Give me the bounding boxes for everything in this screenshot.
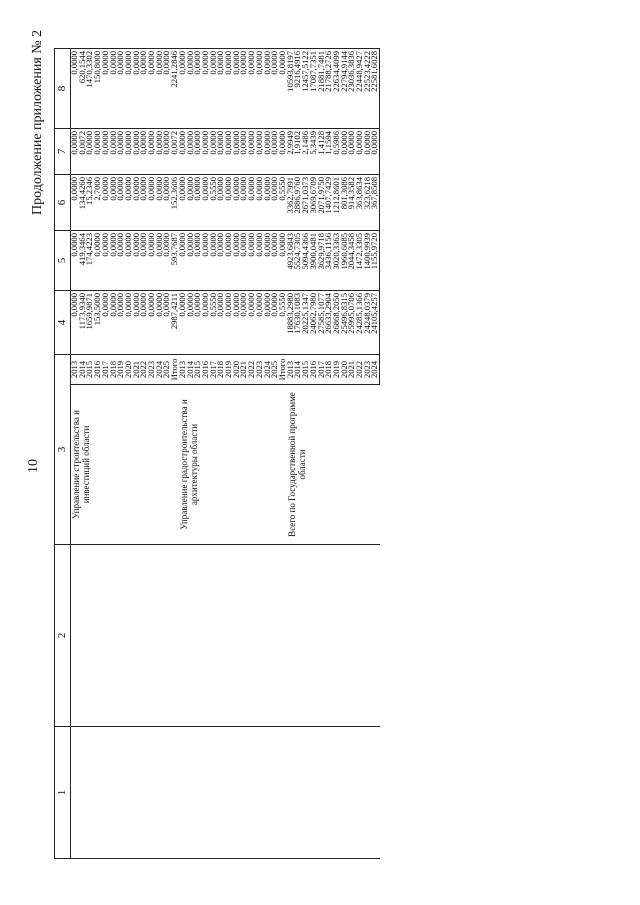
amount-cell: 323,6218: [364, 175, 372, 231]
amount-cell: 0,0000: [148, 175, 156, 231]
amount-cell: 2071,9750: [318, 175, 326, 231]
amount-cell: 5524,7305: [294, 231, 302, 291]
responsible-executor: Управление градостроительства и архитектуры области: [179, 385, 287, 545]
amount-cell: 0,0000: [187, 291, 195, 355]
year-cell: 2018: [217, 355, 225, 385]
amount-cell: 0,0000: [248, 129, 256, 175]
amount-cell: 0,0000: [217, 129, 225, 175]
amount-cell: 0,0000: [256, 231, 264, 291]
amount-cell: 0,0000: [264, 231, 272, 291]
amount-cell: 24285,1366: [356, 291, 364, 355]
amount-cell: 1212,8601: [333, 175, 341, 231]
amount-cell: 0,0000: [225, 129, 233, 175]
year-cell: 2019: [225, 355, 233, 385]
amount-cell: 0,0000: [341, 129, 349, 175]
amount-cell: 5094,4366: [302, 231, 310, 291]
amount-cell: 0,0000: [348, 129, 356, 175]
block-col-2: [71, 545, 179, 727]
amount-cell: 0,0000: [271, 231, 279, 291]
block-col-2: [179, 545, 287, 727]
amount-cell: 26868,2050: [333, 291, 341, 355]
amount-cell: 0,0000: [271, 49, 279, 129]
table-row: [287, 49, 295, 859]
amount-cell: 0,0072: [79, 129, 87, 175]
amount-cell: 0,0000: [86, 129, 94, 175]
amount-cell: 0,0000: [240, 231, 248, 291]
amount-cell: 15,2346: [86, 175, 94, 231]
year-cell: Итого: [279, 355, 287, 385]
year-cell: 2018: [110, 355, 118, 385]
year-cell: 2023: [256, 355, 264, 385]
amount-cell: 0,0000: [140, 175, 148, 231]
amount-cell: 1472,3305: [356, 231, 364, 291]
amount-cell: 0,0000: [71, 49, 79, 129]
amount-cell: 0,0000: [133, 231, 141, 291]
amount-cell: 0,0000: [125, 231, 133, 291]
amount-cell: 0,5550: [279, 175, 287, 231]
amount-cell: 0,0000: [110, 129, 118, 175]
amount-cell: 0,0000: [156, 175, 164, 231]
amount-cell: 152,3606: [171, 175, 179, 231]
amount-cell: 22634,4099: [333, 49, 341, 129]
amount-cell: 419,3464: [79, 231, 87, 291]
amount-cell: 0,0000: [133, 49, 141, 129]
amount-cell: 0,0000: [71, 291, 79, 355]
amount-cell: 0,0000: [210, 49, 218, 129]
amount-cell: 0,0000: [271, 129, 279, 175]
col-header-3: 3: [55, 355, 71, 545]
amount-cell: 0,0000: [256, 129, 264, 175]
amount-cell: 0,0000: [187, 129, 195, 175]
amount-cell: 0,0000: [194, 175, 202, 231]
amount-cell: 26633,2904: [325, 291, 333, 355]
responsible-executor: Управление строительства и инвестиций области: [71, 385, 179, 545]
amount-cell: 3020,3363: [333, 231, 341, 291]
amount-cell: 23036,3836: [348, 49, 356, 129]
amount-cell: 1155,9720: [371, 231, 379, 291]
amount-cell: 0,0000: [256, 175, 264, 231]
col-header-4: 4: [55, 291, 71, 355]
amount-cell: 0,0000: [102, 175, 110, 231]
year-cell: 2023: [364, 355, 372, 385]
amount-cell: 0,0000: [264, 291, 272, 355]
amount-cell: 0,0000: [110, 291, 118, 355]
table-body: [71, 49, 380, 859]
amount-cell: 2671,0373: [302, 175, 310, 231]
amount-cell: 0,0000: [240, 129, 248, 175]
amount-cell: 20225,1347: [302, 291, 310, 355]
amount-cell: 0,0000: [133, 129, 141, 175]
appendix-title: Продолжение приложения № 2: [30, 29, 45, 215]
amount-cell: 0,0000: [225, 291, 233, 355]
year-cell: 2019: [117, 355, 125, 385]
amount-cell: 24062,7980: [310, 291, 318, 355]
amount-cell: 0,0000: [248, 49, 256, 129]
amount-cell: 0,0000: [217, 291, 225, 355]
amount-cell: 801,3086: [341, 175, 349, 231]
amount-cell: 0,0000: [202, 231, 210, 291]
amount-cell: 2044,3458: [348, 231, 356, 291]
amount-cell: 0,0000: [240, 291, 248, 355]
amount-cell: 0,0000: [256, 291, 264, 355]
year-cell: 2014: [294, 355, 302, 385]
amount-cell: 0,0000: [125, 291, 133, 355]
year-cell: 2013: [71, 355, 79, 385]
amount-cell: 0,0000: [163, 129, 171, 175]
amount-cell: 10593,8197: [287, 49, 295, 129]
amount-cell: 0,0000: [71, 129, 79, 175]
year-cell: 2021: [240, 355, 248, 385]
amount-cell: 0,0000: [156, 49, 164, 129]
amount-cell: 1173,9340: [79, 291, 87, 355]
amount-cell: 0,0000: [163, 49, 171, 129]
amount-cell: 0,0000: [110, 175, 118, 231]
amount-cell: 22448,9427: [356, 49, 364, 129]
year-cell: 2025: [163, 355, 171, 385]
year-cell: 2024: [156, 355, 164, 385]
amount-cell: 0,0000: [117, 129, 125, 175]
amount-cell: 0,0000: [233, 231, 241, 291]
amount-cell: 0,0000: [148, 291, 156, 355]
amount-cell: 0,0000: [279, 129, 287, 175]
year-cell: Итого: [171, 355, 179, 385]
amount-cell: 0,0000: [133, 291, 141, 355]
amount-cell: 0,5986: [333, 129, 341, 175]
amount-cell: 0,0000: [233, 129, 241, 175]
amount-cell: 0,0000: [217, 175, 225, 231]
amount-cell: 0,0000: [133, 175, 141, 231]
year-cell: 2018: [325, 355, 333, 385]
amount-cell: 0,0000: [264, 129, 272, 175]
year-cell: 2015: [194, 355, 202, 385]
amount-cell: 1,4128: [318, 129, 326, 175]
col-header-6: 6: [55, 175, 71, 231]
amount-cell: 0,0000: [194, 129, 202, 175]
amount-cell: 22581,6028: [371, 49, 379, 129]
block-col-1: [71, 727, 179, 859]
amount-cell: 134,4260: [79, 175, 87, 231]
amount-cell: 0,5550: [210, 291, 218, 355]
amount-cell: 0,0000: [102, 231, 110, 291]
amount-cell: 0,0000: [148, 129, 156, 175]
amount-cell: 0,0000: [125, 49, 133, 129]
amount-cell: 367,8508: [371, 175, 379, 231]
amount-cell: 2241,2846: [171, 49, 179, 129]
col-header-2: 2: [55, 545, 71, 727]
amount-cell: 0,0000: [271, 291, 279, 355]
year-cell: 2017: [210, 355, 218, 385]
amount-cell: 0,0000: [248, 231, 256, 291]
amount-cell: 0,0000: [148, 49, 156, 129]
amount-cell: 0,0000: [210, 231, 218, 291]
year-cell: 2016: [94, 355, 102, 385]
amount-cell: 0,0000: [194, 231, 202, 291]
year-cell: 2013: [287, 355, 295, 385]
year-cell: 2021: [133, 355, 141, 385]
amount-cell: 0,0000: [240, 175, 248, 231]
amount-cell: 0,0000: [102, 129, 110, 175]
amount-cell: 0,0000: [179, 129, 187, 175]
block-col-2: [287, 545, 380, 727]
amount-cell: 0,0000: [110, 231, 118, 291]
amount-cell: 0,0000: [225, 175, 233, 231]
amount-cell: 0,0000: [248, 175, 256, 231]
amount-cell: 1400,9939: [364, 231, 372, 291]
amount-cell: 0,0000: [117, 175, 125, 231]
amount-cell: 0,0000: [156, 129, 164, 175]
amount-cell: 0,0000: [148, 231, 156, 291]
amount-cell: 0,5550: [279, 291, 287, 355]
amount-cell: 25496,8315: [341, 291, 349, 355]
amount-cell: 0,0072: [171, 129, 179, 175]
amount-cell: 1659,9871: [86, 291, 94, 355]
amount-cell: 914,3582: [348, 175, 356, 231]
amount-cell: 0,0000: [117, 231, 125, 291]
year-cell: 2014: [79, 355, 87, 385]
year-cell: 2015: [302, 355, 310, 385]
amount-cell: 0,0000: [233, 291, 241, 355]
amount-cell: 0,0000: [356, 129, 364, 175]
year-cell: 2024: [371, 355, 379, 385]
amount-cell: 0,0000: [233, 49, 241, 129]
year-cell: 2017: [318, 355, 326, 385]
amount-cell: 2,1486: [302, 129, 310, 175]
year-cell: 2022: [356, 355, 364, 385]
amount-cell: 0,0000: [140, 129, 148, 175]
amount-cell: 0,0000: [179, 175, 187, 231]
amount-cell: 17087,7351: [310, 49, 318, 129]
budget-table: [54, 48, 380, 859]
amount-cell: 3362,7991: [287, 175, 295, 231]
amount-cell: 1,1594: [325, 129, 333, 175]
amount-cell: 0,0000: [256, 49, 264, 129]
year-cell: 2020: [125, 355, 133, 385]
col-header-7: 7: [55, 129, 71, 175]
amount-cell: 0,0000: [202, 49, 210, 129]
amount-cell: 3069,6709: [310, 175, 318, 231]
year-cell: 2014: [187, 355, 195, 385]
amount-cell: 24105,4257: [371, 291, 379, 355]
amount-cell: 1,9102: [294, 129, 302, 175]
amount-cell: 0,0000: [187, 231, 195, 291]
amount-cell: 12457,5122: [302, 49, 310, 129]
amount-cell: 0,0000: [217, 49, 225, 129]
col-header-5: 5: [55, 231, 71, 291]
year-cell: 2022: [140, 355, 148, 385]
amount-cell: 3436,1156: [325, 231, 333, 291]
amount-cell: 4923,6843: [287, 231, 295, 291]
amount-cell: 0,0000: [225, 49, 233, 129]
amount-cell: 0,5550: [210, 175, 218, 231]
table-row: [71, 49, 79, 859]
amount-cell: 2886,9760: [294, 175, 302, 231]
amount-cell: 0,0000: [163, 291, 171, 355]
amount-cell: 0,0000: [187, 49, 195, 129]
amount-cell: 593,7687: [171, 231, 179, 291]
year-cell: 2020: [341, 355, 349, 385]
amount-cell: 0,0000: [264, 175, 272, 231]
year-cell: 2017: [102, 355, 110, 385]
amount-cell: 0,0000: [102, 291, 110, 355]
amount-cell: 153,5000: [94, 291, 102, 355]
col-header-1: 1: [55, 727, 71, 859]
amount-cell: 0,0000: [225, 231, 233, 291]
amount-cell: 1960,6085: [341, 231, 349, 291]
year-cell: 2016: [310, 355, 318, 385]
amount-cell: 0,0000: [117, 49, 125, 129]
year-cell: 2023: [148, 355, 156, 385]
page-number: 10: [26, 459, 41, 473]
amount-cell: 0,0000: [71, 231, 79, 291]
amount-cell: 0,0000: [364, 129, 372, 175]
amount-cell: 0,0000: [94, 231, 102, 291]
amount-cell: 2,7000: [94, 175, 102, 231]
amount-cell: 0,0000: [110, 49, 118, 129]
amount-cell: 0,0000: [140, 231, 148, 291]
year-cell: 2019: [333, 355, 341, 385]
amount-cell: 0,0000: [279, 231, 287, 291]
amount-cell: 0,0000: [94, 129, 102, 175]
year-cell: 2013: [179, 355, 187, 385]
year-cell: 2020: [233, 355, 241, 385]
amount-cell: 363,8634: [356, 175, 364, 231]
amount-cell: 620,1544: [79, 49, 87, 129]
amount-cell: 0,0000: [117, 291, 125, 355]
amount-cell: 0,0000: [371, 129, 379, 175]
amount-cell: 0,0000: [163, 175, 171, 231]
amount-cell: 0,0000: [179, 291, 187, 355]
amount-cell: 0,0000: [248, 291, 256, 355]
amount-cell: 25995,0706: [348, 291, 356, 355]
year-cell: 2015: [86, 355, 94, 385]
amount-cell: 0,0000: [125, 129, 133, 175]
amount-cell: 0,0000: [140, 291, 148, 355]
amount-cell: 0,0000: [179, 49, 187, 129]
amount-cell: 0,0000: [194, 49, 202, 129]
amount-cell: 0,0000: [233, 175, 241, 231]
amount-cell: 0,0000: [240, 49, 248, 129]
amount-cell: 174,4223: [86, 231, 94, 291]
amount-cell: 150,8000: [94, 49, 102, 129]
amount-cell: 0,0000: [202, 129, 210, 175]
amount-cell: 22523,4222: [364, 49, 372, 129]
col-header-8: 8: [55, 49, 71, 129]
amount-cell: 0,0000: [210, 129, 218, 175]
block-col-1: [179, 727, 287, 859]
year-cell: 2016: [202, 355, 210, 385]
amount-cell: 1407,7429: [325, 175, 333, 231]
amount-cell: 5,3439: [310, 129, 318, 175]
amount-cell: 0,0000: [156, 291, 164, 355]
amount-cell: 0,0000: [71, 175, 79, 231]
amount-cell: 0,0000: [102, 49, 110, 129]
amount-cell: 0,0000: [194, 291, 202, 355]
amount-cell: 0,0000: [156, 231, 164, 291]
amount-cell: 3900,0481: [310, 231, 318, 291]
amount-cell: 21788,2726: [325, 49, 333, 129]
amount-cell: 2987,4211: [171, 291, 179, 355]
table-row: [179, 49, 187, 859]
block-col-1: [287, 727, 380, 859]
amount-cell: 0,0000: [125, 175, 133, 231]
amount-cell: 0,0000: [217, 231, 225, 291]
year-cell: 2022: [248, 355, 256, 385]
year-cell: 2024: [264, 355, 272, 385]
amount-cell: 9216,4916: [294, 49, 302, 129]
amount-cell: 18883,2980: [287, 291, 295, 355]
amount-cell: 0,0000: [187, 175, 195, 231]
amount-cell: 2,9949: [287, 129, 295, 175]
column-number-row: [55, 49, 71, 859]
amount-cell: 3629,9718: [318, 231, 326, 291]
amount-cell: 0,0000: [179, 231, 187, 291]
amount-cell: 0,0000: [202, 291, 210, 355]
amount-cell: 27585,1077: [318, 291, 326, 355]
amount-cell: 0,0000: [140, 49, 148, 129]
amount-cell: 17630,1083: [294, 291, 302, 355]
amount-cell: 0,0000: [163, 231, 171, 291]
amount-cell: 21881,7481: [318, 49, 326, 129]
year-cell: 2021: [348, 355, 356, 385]
amount-cell: 0,0000: [271, 175, 279, 231]
amount-cell: 0,0000: [279, 49, 287, 129]
year-cell: 2025: [271, 355, 279, 385]
amount-cell: 1470,3302: [86, 49, 94, 129]
amount-cell: 0,0000: [264, 49, 272, 129]
amount-cell: 22794,9144: [341, 49, 349, 129]
responsible-executor: Всего по Государственной программе области: [287, 385, 380, 545]
amount-cell: 0,0000: [202, 175, 210, 231]
amount-cell: 24248,0379: [364, 291, 372, 355]
